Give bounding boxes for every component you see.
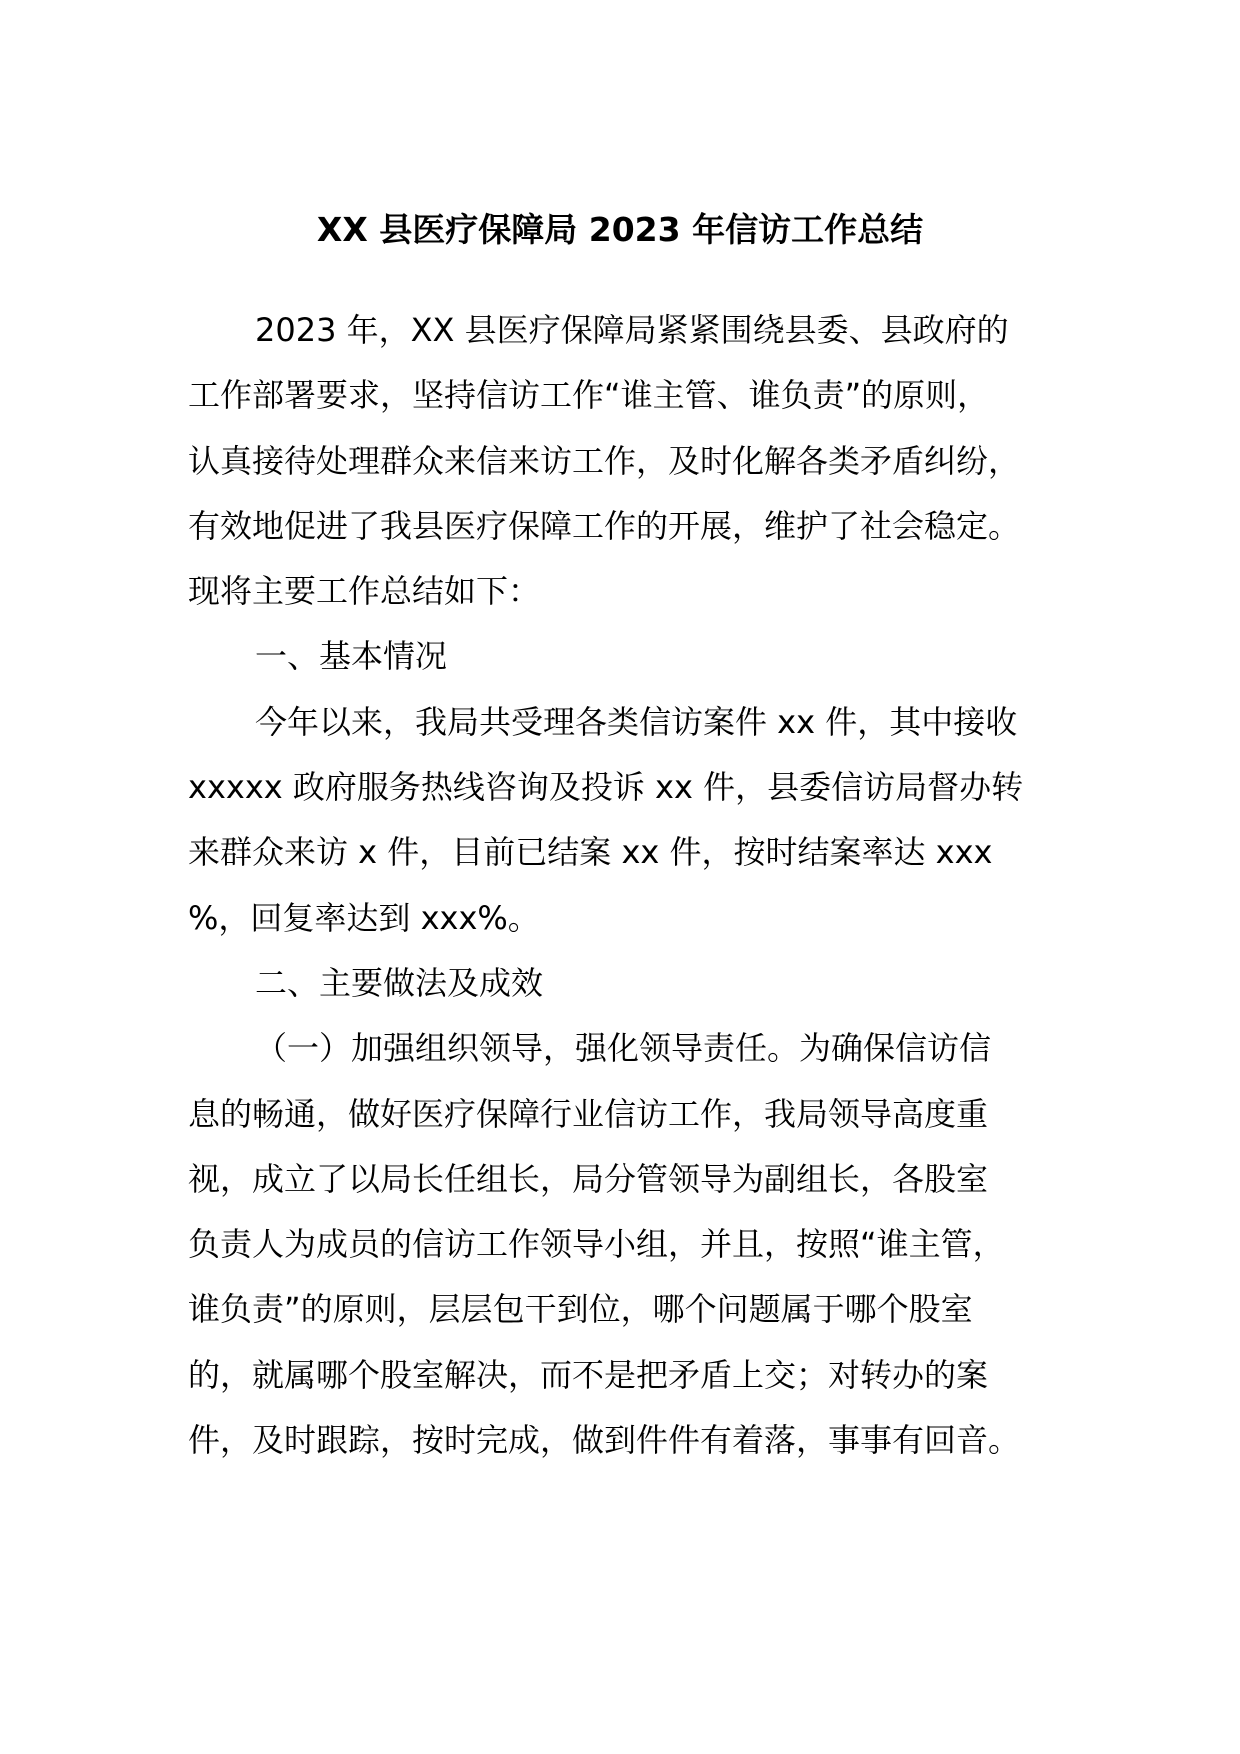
text-line: 息的畅通，做好医疗保障行业信访工作，我局领导高度重	[188, 1094, 989, 1133]
text-line: xxxxx 政府服务热线咨询及投诉 xx 件，县委信访局督办转	[188, 768, 1024, 807]
text-line: %，回复率达到 xxx%。	[188, 898, 540, 937]
text-line: 工作部署要求，坚持信访工作“谁主管、谁负责”的原则，	[188, 376, 990, 415]
text-line: 视，成立了以局长任组长，局分管领导为副组长，各股室	[188, 1159, 989, 1198]
document-title: XX 县医疗保障局 2023 年信访工作总结	[316, 210, 924, 249]
text-line: 现将主要工作总结如下：	[188, 572, 541, 611]
text-line: （一）加强组织领导，强化领导责任。为确保信访信	[255, 1029, 992, 1068]
text-line: 谁负责”的原则，层层包干到位，哪个问题属于哪个股室	[188, 1290, 973, 1329]
text-line: 今年以来，我局共受理各类信访案件 xx 件，其中接收	[255, 702, 1018, 741]
text-line: 一、基本情况	[255, 637, 448, 676]
text-line: 2023 年，XX 县医疗保障局紧紧围绕县委、县政府的	[255, 311, 1009, 349]
document-body	[188, 298, 1056, 1473]
text-line: 二、主要做法及成效	[255, 963, 544, 1002]
text-line: 来群众来访 x 件，目前已结案 xx 件，按时结案率达 xxx	[188, 833, 993, 872]
text-line: 件，及时跟踪，按时完成，做到件件有着落，事事有回音。	[188, 1421, 1021, 1460]
text-line: 有效地促进了我县医疗保障工作的开展，维护了社会稳定。	[188, 506, 1021, 545]
text-line: 的，就属哪个股室解决，而不是把矛盾上交；对转办的案	[188, 1355, 989, 1394]
text-line: 认真接待处理群众来信来访工作，及时化解各类矛盾纠纷，	[188, 441, 1021, 480]
text-line: 负责人为成员的信访工作领导小组，并且，按照“谁主管，	[188, 1225, 1005, 1264]
